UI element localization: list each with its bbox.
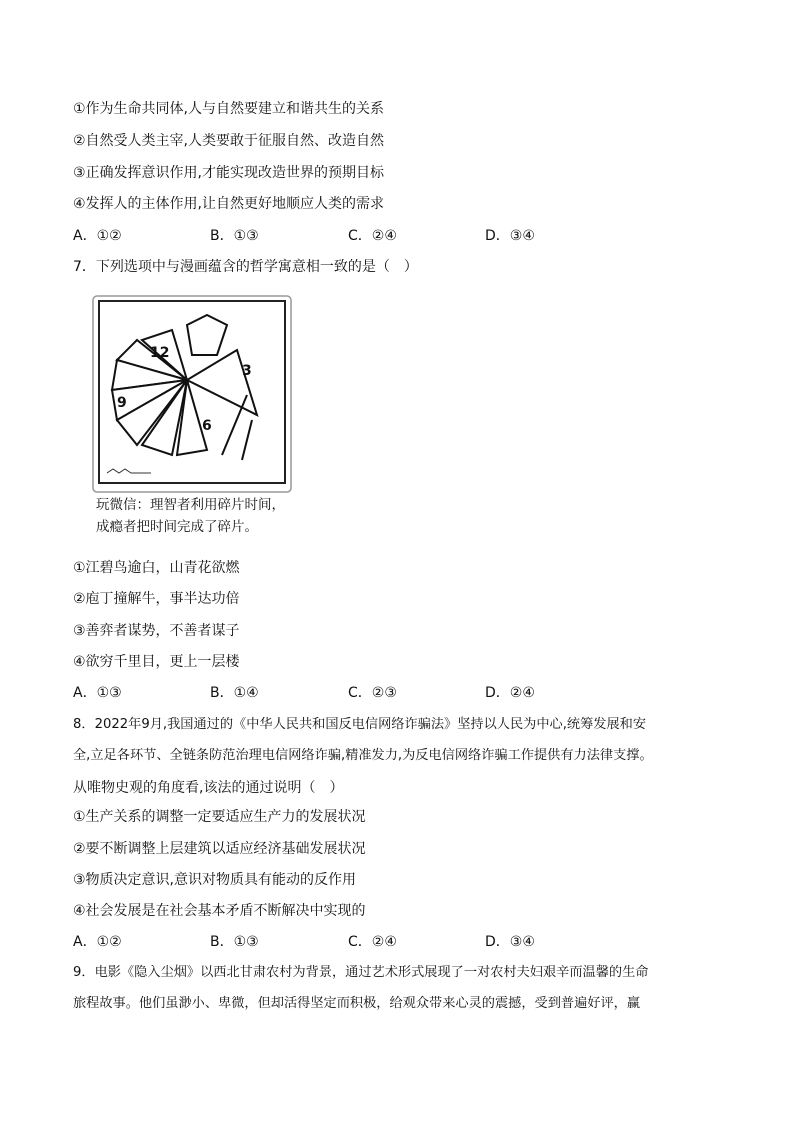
q7-item-4: ④欲穷千里目，更上一层楼: [73, 654, 240, 670]
q8-option-d: D．③④: [485, 934, 535, 950]
q6-item-3: ③正确发挥意识作用,才能实现改造世界的预期目标: [73, 165, 384, 181]
q8-option-c: C．②④: [348, 934, 397, 950]
q6-option-c: C．②④: [348, 228, 397, 244]
q7-item-1: ①江碧鸟逾白，山青花欲燃: [73, 560, 240, 576]
q7-item-2: ②庖丁撞解牛，事半达功倍: [73, 591, 240, 607]
q9-stem-1: 9．电影《隐入尘烟》以西北甘肃农村为背景，通过艺术形式展现了一对农村夫妇艰辛而温馨的生命: [73, 965, 649, 980]
q7-option-b: B．①④: [210, 685, 259, 701]
q6-item-2: ②自然受人类主宰,人类要敢于征服自然、改造自然: [73, 133, 384, 149]
q6-option-b: B．①③: [210, 228, 259, 244]
cartoon-caption-2: 成瘾者把时间完成了碎片。: [96, 519, 258, 535]
q8-item-4: ④社会发展是在社会基本矛盾不断解决中实现的: [73, 903, 366, 919]
q8-item-1: ①生产关系的调整一定要适应生产力的发展状况: [73, 809, 366, 825]
clock-number-6: 6: [202, 418, 212, 434]
q7-option-c: C．②③: [348, 685, 397, 701]
q8-option-a: A．①②: [73, 934, 122, 950]
cartoon-image: [92, 295, 292, 495]
q7-option-a: A．①③: [73, 685, 122, 701]
clock-number-9: 9: [117, 395, 127, 411]
q7-stem: 7．下列选项中与漫画蕴含的哲学寓意相一致的是（ ）: [73, 259, 418, 275]
q9-stem-2: 旅程故事。他们虽渺小、卑微，但却活得坚定而积极，给观众带来心灵的震撼，受到普遍好评，赢: [73, 996, 641, 1011]
q8-item-3: ③物质决定意识,意识对物质具有能动的反作用: [73, 872, 356, 888]
clock-number-12: 12: [150, 345, 170, 361]
q8-item-2: ②要不断调整上层建筑以适应经济基础发展状况: [73, 841, 366, 857]
q7-item-3: ③善弈者谋势，不善者谋子: [73, 623, 240, 639]
q6-option-d: D．③④: [485, 228, 535, 244]
q6-item-1: ①作为生命共同体,人与自然要建立和谐共生的关系: [73, 101, 384, 117]
q8-option-b: B．①③: [210, 934, 259, 950]
q8-stem-1: 8．2022年9月,我国通过的《中华人民共和国反电信网络诈骗法》坚持以人民为中心,统筹发展和安: [73, 717, 647, 732]
q8-stem-3: 从唯物史观的角度看,该法的通过说明（ ）: [73, 780, 344, 796]
q7-option-d: D．②④: [485, 685, 535, 701]
q8-stem-2: 全,立足各环节、全链条防范治理电信网络诈骗,精准发力,为反电信网络诈骗工作提供有力法律支撑。: [73, 748, 653, 763]
q6-option-a: A．①②: [73, 228, 122, 244]
cartoon-caption-1: 玩微信：理智者利用碎片时间，: [96, 497, 285, 513]
clock-number-3: 3: [242, 363, 252, 379]
q6-item-4: ④发挥人的主体作用,让自然更好地顺应人类的需求: [73, 196, 384, 212]
